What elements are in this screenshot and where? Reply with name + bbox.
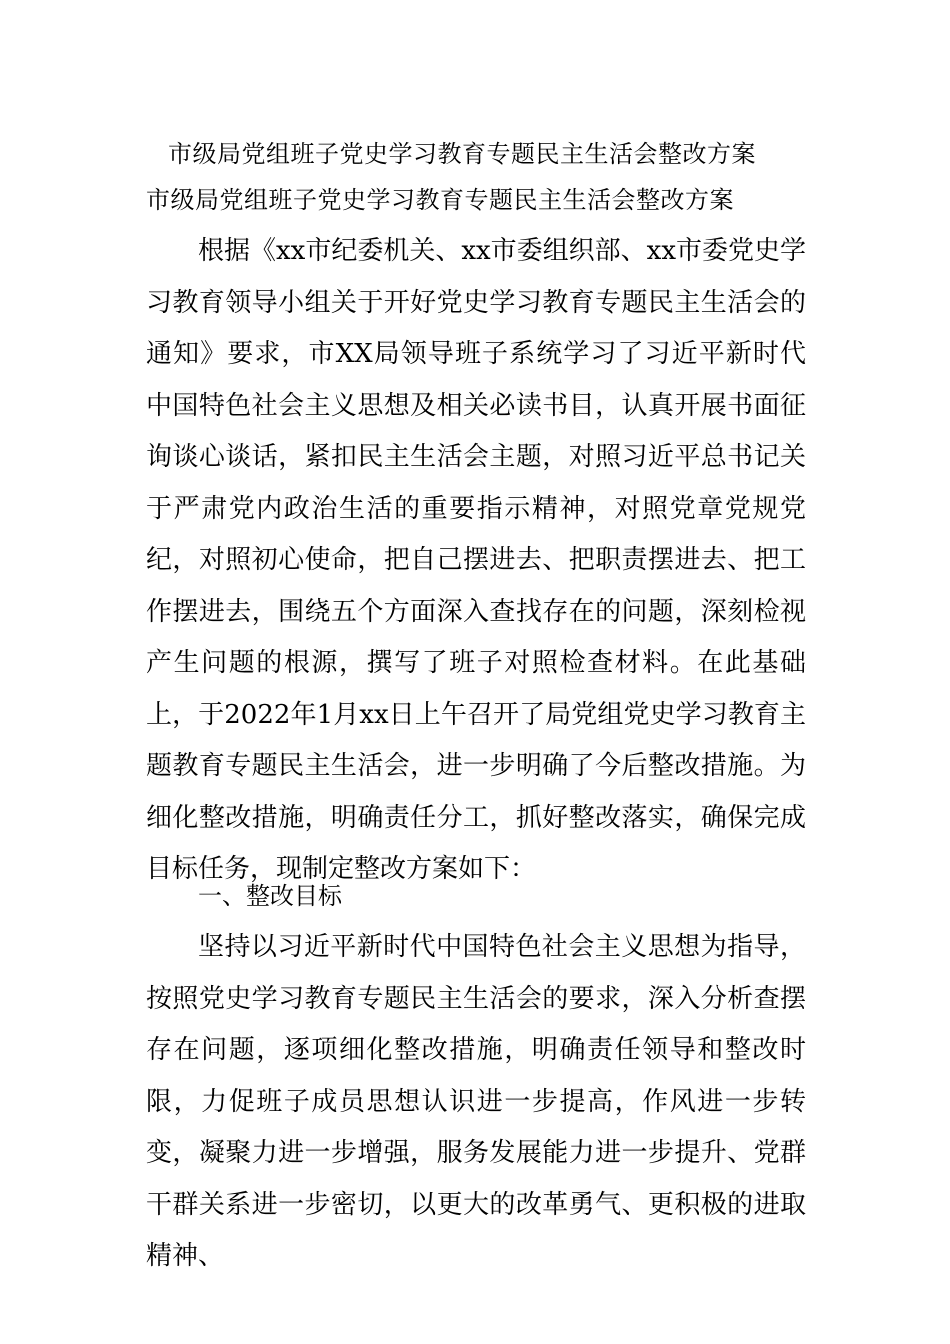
document-title-line-2: 市级局党组班子党史学习教育专题民主生活会整改方案	[146, 186, 734, 214]
body-paragraph-1: 根据《xx市纪委机关、xx市委组织部、xx市委党史学习教育领导小组关于开好党史学习教育专题民主生活会的通知》要求，市XX局领导班子系统学习了习近平新时代中国特色社会主义思想及相关必读书目，认真开展书面征询谈心谈话，紧扣民主生活会主题，对照习近平总书记关于严肃党内政治生活的重要指示精神，对照党章党规党纪，对照初心使命，把自己摆进去、把职责摆进去、把工作摆进去，围绕五个方面深入查找存在的问题，深刻检视产生问题的根源，撰写了班子对照检查材料。在此基础上，于2022年1月xx日上午召开了局党组党史学习教育主题教育专题民主生活会，进一步明确了今后整改措施。为细化整改措施，明确责任分工，抓好整改落实，确保完成目标任务，现制定整改方案如下：	[146, 236, 806, 884]
document-title-line-1: 市级局党组班子党史学习教育专题民主生活会整改方案	[168, 140, 756, 168]
body-paragraph-2: 坚持以习近平新时代中国特色社会主义思想为指导，按照党史学习教育专题民主生活会的要求，深入分析查摆存在问题，逐项细化整改措施，明确责任领导和整改时限，力促班子成员思想认识进一步提高，作风进一步转变，凝聚力进一步增强，服务发展能力进一步提升、党群干群关系进一步密切，以更大的改革勇气、更积极的进取精神、	[146, 932, 806, 1271]
section-heading-1: 一、整改目标	[198, 882, 342, 910]
